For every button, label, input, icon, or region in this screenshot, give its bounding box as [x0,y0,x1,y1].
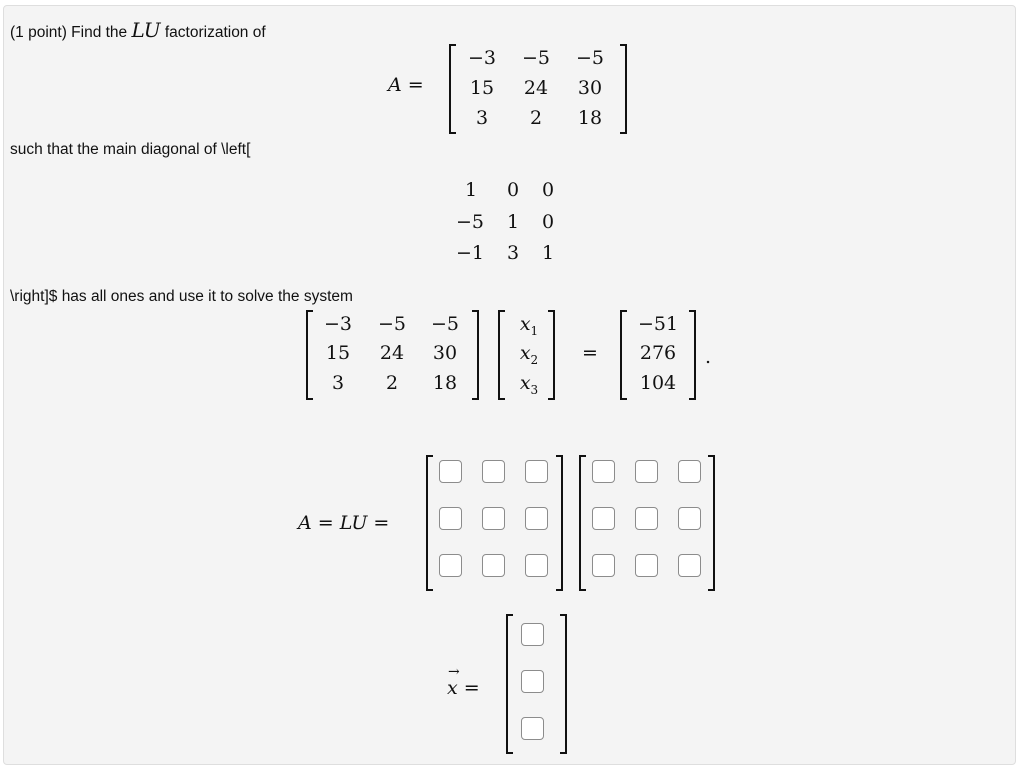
l-32-input[interactable] [482,554,505,577]
x-3-input[interactable] [521,717,544,740]
matrix-a-left-bracket [449,44,456,134]
system-matrix-cell: 3 [331,372,345,394]
matrix-a-cell: 2 [529,107,543,129]
matrix-a-right-bracket [620,44,627,134]
rhs-cell: −51 [637,313,679,335]
diag-matrix-cell: 0 [506,179,520,201]
x-1-input[interactable] [521,623,544,646]
diag-matrix-cell: 1 [464,179,478,201]
lu-label: A = LU = [298,512,390,534]
system-matrix-cell: 15 [325,342,351,364]
x-2-input[interactable] [521,670,544,693]
l-23-input[interactable] [525,507,548,530]
system-matrix-cell: 24 [379,342,405,364]
system-period: . [704,346,712,368]
rhs-left-bracket [620,310,627,400]
matrix-a-cell: −5 [521,47,550,69]
x-vector-label: x → = [447,664,480,699]
u-11-input[interactable] [592,460,615,483]
problem-line-2: such that the main diagonal of \left[ [10,141,251,158]
l-22-input[interactable] [482,507,505,530]
rhs-right-bracket [689,310,696,400]
u-33-input[interactable] [678,554,701,577]
system-matrix-cell: −5 [377,313,406,335]
var-vector-right-bracket [548,310,555,400]
var-x1: $x_1$ [519,313,539,338]
intro-prefix: (1 point) Find the [10,24,128,41]
u-23-input[interactable] [678,507,701,530]
x-vector-right-bracket [560,614,567,754]
u-21-input[interactable] [592,507,615,530]
matrix-a-cell: 30 [577,77,603,99]
u-31-input[interactable] [592,554,615,577]
l-11-input[interactable] [439,460,462,483]
x-vector-left-bracket [506,614,513,754]
matrix-a-label: A = [388,74,424,96]
l-31-input[interactable] [439,554,462,577]
l-12-input[interactable] [482,460,505,483]
system-matrix-right-bracket [472,310,479,400]
system-matrix-left-bracket [306,310,313,400]
u-matrix-right-bracket [708,455,715,591]
matrix-a-cell: 15 [469,77,495,99]
u-32-input[interactable] [635,554,658,577]
intro-math-lu: LU [131,18,161,42]
diag-matrix-cell: −5 [455,211,484,233]
diag-matrix-cell: 1 [541,242,555,264]
matrix-a-cell: −5 [575,47,604,69]
matrix-a-cell: 24 [523,77,549,99]
l-21-input[interactable] [439,507,462,530]
l-33-input[interactable] [525,554,548,577]
matrix-a-cell: 3 [475,107,489,129]
diag-matrix-cell: 1 [506,211,520,233]
l-13-input[interactable] [525,460,548,483]
rhs-cell: 104 [639,372,677,394]
system-matrix-cell: −5 [430,313,459,335]
u-13-input[interactable] [678,460,701,483]
var-x3: $x_3$ [519,372,539,397]
system-matrix-cell: −3 [323,313,352,335]
problem-intro [10,20,266,43]
intro-suffix: factorization of [164,24,266,41]
l-matrix-left-bracket [426,455,433,591]
problem-line-3: \right]$ has all ones and use it to solve the system [10,288,353,305]
u-matrix-left-bracket [579,455,586,591]
diag-matrix-cell: 3 [506,242,520,264]
matrix-a-cell: 18 [577,107,603,129]
matrix-a-cell: −3 [467,47,496,69]
diag-matrix-cell: −1 [455,242,484,264]
system-equals: = [582,342,598,364]
var-vector-left-bracket [498,310,505,400]
u-22-input[interactable] [635,507,658,530]
system-matrix-cell: 30 [432,342,458,364]
var-x2: $x_2$ [519,342,539,367]
system-matrix-cell: 18 [432,372,458,394]
diag-matrix-cell: 0 [541,179,555,201]
l-matrix-right-bracket [556,455,563,591]
u-12-input[interactable] [635,460,658,483]
system-matrix-cell: 2 [385,372,399,394]
diag-matrix-cell: 0 [541,211,555,233]
rhs-cell: 276 [639,342,677,364]
